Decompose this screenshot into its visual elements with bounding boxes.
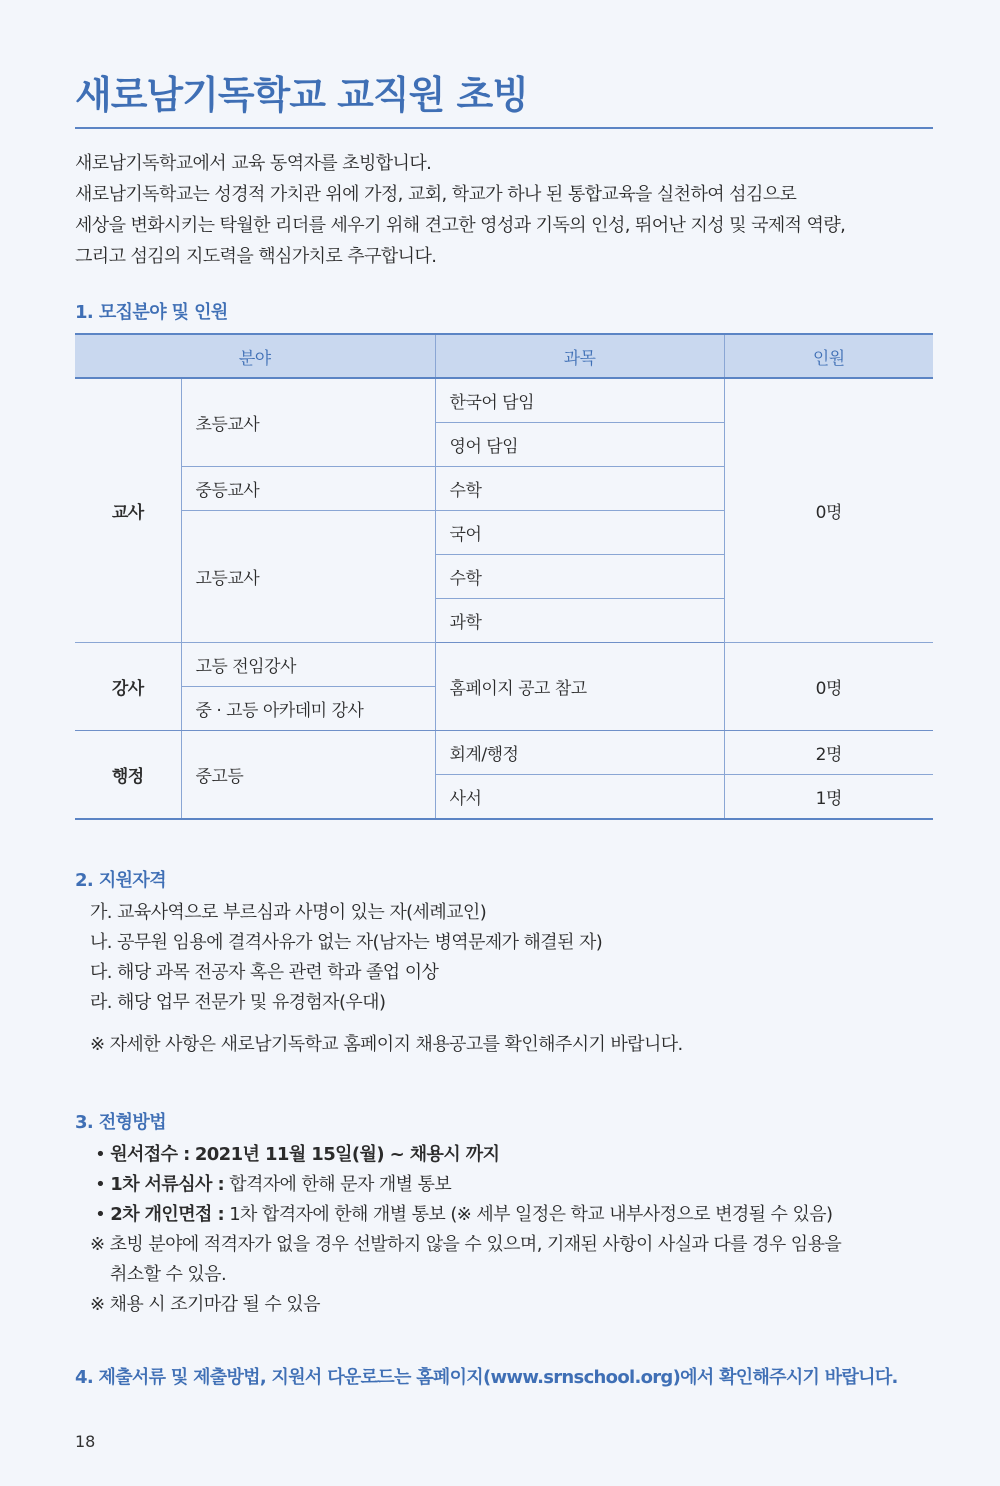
step-text: 1차 합격자에 한해 개별 통보 (※ 세부 일정은 학교 내부사정으로 변경될 수 있음) bbox=[229, 1204, 833, 1225]
intro-line: 그리고 섬김의 지도력을 핵심가치로 추구합니다. bbox=[75, 246, 437, 267]
header-count: 인원 bbox=[724, 334, 933, 378]
selection-process-list bbox=[90, 1140, 950, 1320]
division-cell: 초등교사 bbox=[181, 378, 435, 467]
subject-cell: 과학 bbox=[435, 599, 724, 643]
division-cell: 중등교사 bbox=[181, 467, 435, 511]
header-subject: 과목 bbox=[435, 334, 724, 378]
list-item bbox=[90, 1200, 950, 1230]
subject-cell: 한국어 담임 bbox=[435, 378, 724, 423]
list-item: 가. 교육사역으로 부르심과 사명이 있는 자(세례교인) bbox=[90, 902, 487, 923]
intro-line: 새로남기독학교는 성경적 가치관 위에 가정, 교회, 학교가 하나 된 통합교육을 실천하여 섬김으로 bbox=[75, 184, 797, 205]
table-header-row bbox=[75, 334, 933, 378]
count-cell: 2명 bbox=[724, 731, 933, 775]
section1-heading: 1. 모집분야 및 인원 bbox=[75, 302, 228, 323]
step-text: 합격자에 한해 문자 개별 통보 bbox=[229, 1174, 452, 1195]
count-cell: 0명 bbox=[724, 643, 933, 731]
intro-paragraph bbox=[75, 148, 945, 272]
category-admin: 행정 bbox=[75, 731, 181, 820]
recruitment-table bbox=[75, 333, 933, 820]
early-close-note: ※ 채용 시 조기마감 될 수 있음 bbox=[90, 1294, 320, 1315]
bullet-icon: • bbox=[90, 1204, 111, 1225]
header-field: 분야 bbox=[75, 334, 435, 378]
list-item: 다. 해당 과목 전공자 혹은 관련 학과 졸업 이상 bbox=[90, 962, 439, 983]
subject-cell: 수학 bbox=[435, 555, 724, 599]
section2-heading: 2. 지원자격 bbox=[75, 870, 166, 891]
subject-cell: 사서 bbox=[435, 775, 724, 820]
division-cell: 고등교사 bbox=[181, 511, 435, 643]
division-cell: 고등 전임강사 bbox=[181, 643, 435, 687]
step-label: 1차 서류심사 : bbox=[110, 1174, 225, 1195]
bullet-icon: • bbox=[90, 1144, 111, 1165]
subject-cell: 수학 bbox=[435, 467, 724, 511]
category-teacher: 교사 bbox=[75, 378, 181, 643]
table-row bbox=[75, 378, 933, 423]
count-cell: 1명 bbox=[724, 775, 933, 820]
subject-cell: 회계/행정 bbox=[435, 731, 724, 775]
step-text: 2021년 11월 15일(월) ~ 채용시 까지 bbox=[194, 1144, 500, 1165]
subject-cell: 국어 bbox=[435, 511, 724, 555]
section3-heading: 3. 전형방법 bbox=[75, 1112, 166, 1133]
step-label: 2차 개인면접 : bbox=[110, 1204, 225, 1225]
table-row bbox=[75, 731, 933, 775]
list-item bbox=[90, 1170, 950, 1200]
submission-notice: 4. 제출서류 및 제출방법, 지원서 다운로드는 홈페이지(www.srnschool.org)에서 확인해주시기 바랍니다. bbox=[75, 1367, 898, 1388]
intro-line: 세상을 변화시키는 탁월한 리더를 세우기 위해 견고한 영성과 기독의 인성, 뛰어난 지성 및 국제적 역량, bbox=[75, 215, 846, 236]
subject-cell: 홈페이지 공고 참고 bbox=[435, 643, 724, 731]
list-item bbox=[90, 1140, 950, 1170]
list-item: 나. 공무원 임용에 결격사유가 없는 자(남자는 병역문제가 해결된 자) bbox=[90, 932, 603, 953]
title-divider bbox=[75, 127, 933, 129]
step-label: 원서접수 : bbox=[110, 1144, 190, 1165]
intro-line: 새로남기독학교에서 교육 동역자를 초빙합니다. bbox=[75, 153, 432, 174]
count-cell: 0명 bbox=[724, 378, 933, 643]
page-number: 18 bbox=[75, 1432, 96, 1451]
bullet-icon: • bbox=[90, 1174, 111, 1195]
list-item: 라. 해당 업무 전문가 및 유경험자(우대) bbox=[90, 992, 386, 1013]
qualification-note: ※ 자세한 사항은 새로남기독학교 홈페이지 채용공고를 확인해주시기 바랍니다. bbox=[90, 1034, 683, 1055]
selection-note: ※ 초빙 분야에 적격자가 없을 경우 선발하지 않을 수 있으며, 기재된 사항이 사실과 다를 경우 임용을 bbox=[90, 1234, 842, 1255]
table-row bbox=[75, 643, 933, 687]
page-title: 새로남기독학교 교직원 초빙 bbox=[75, 73, 528, 117]
division-cell: 중 · 고등 아카데미 강사 bbox=[181, 687, 435, 731]
qualification-list bbox=[90, 898, 950, 1060]
division-cell: 중고등 bbox=[181, 731, 435, 820]
category-lecturer: 강사 bbox=[75, 643, 181, 731]
subject-cell: 영어 담임 bbox=[435, 423, 724, 467]
selection-note-continued: 취소할 수 있음. bbox=[110, 1264, 227, 1285]
